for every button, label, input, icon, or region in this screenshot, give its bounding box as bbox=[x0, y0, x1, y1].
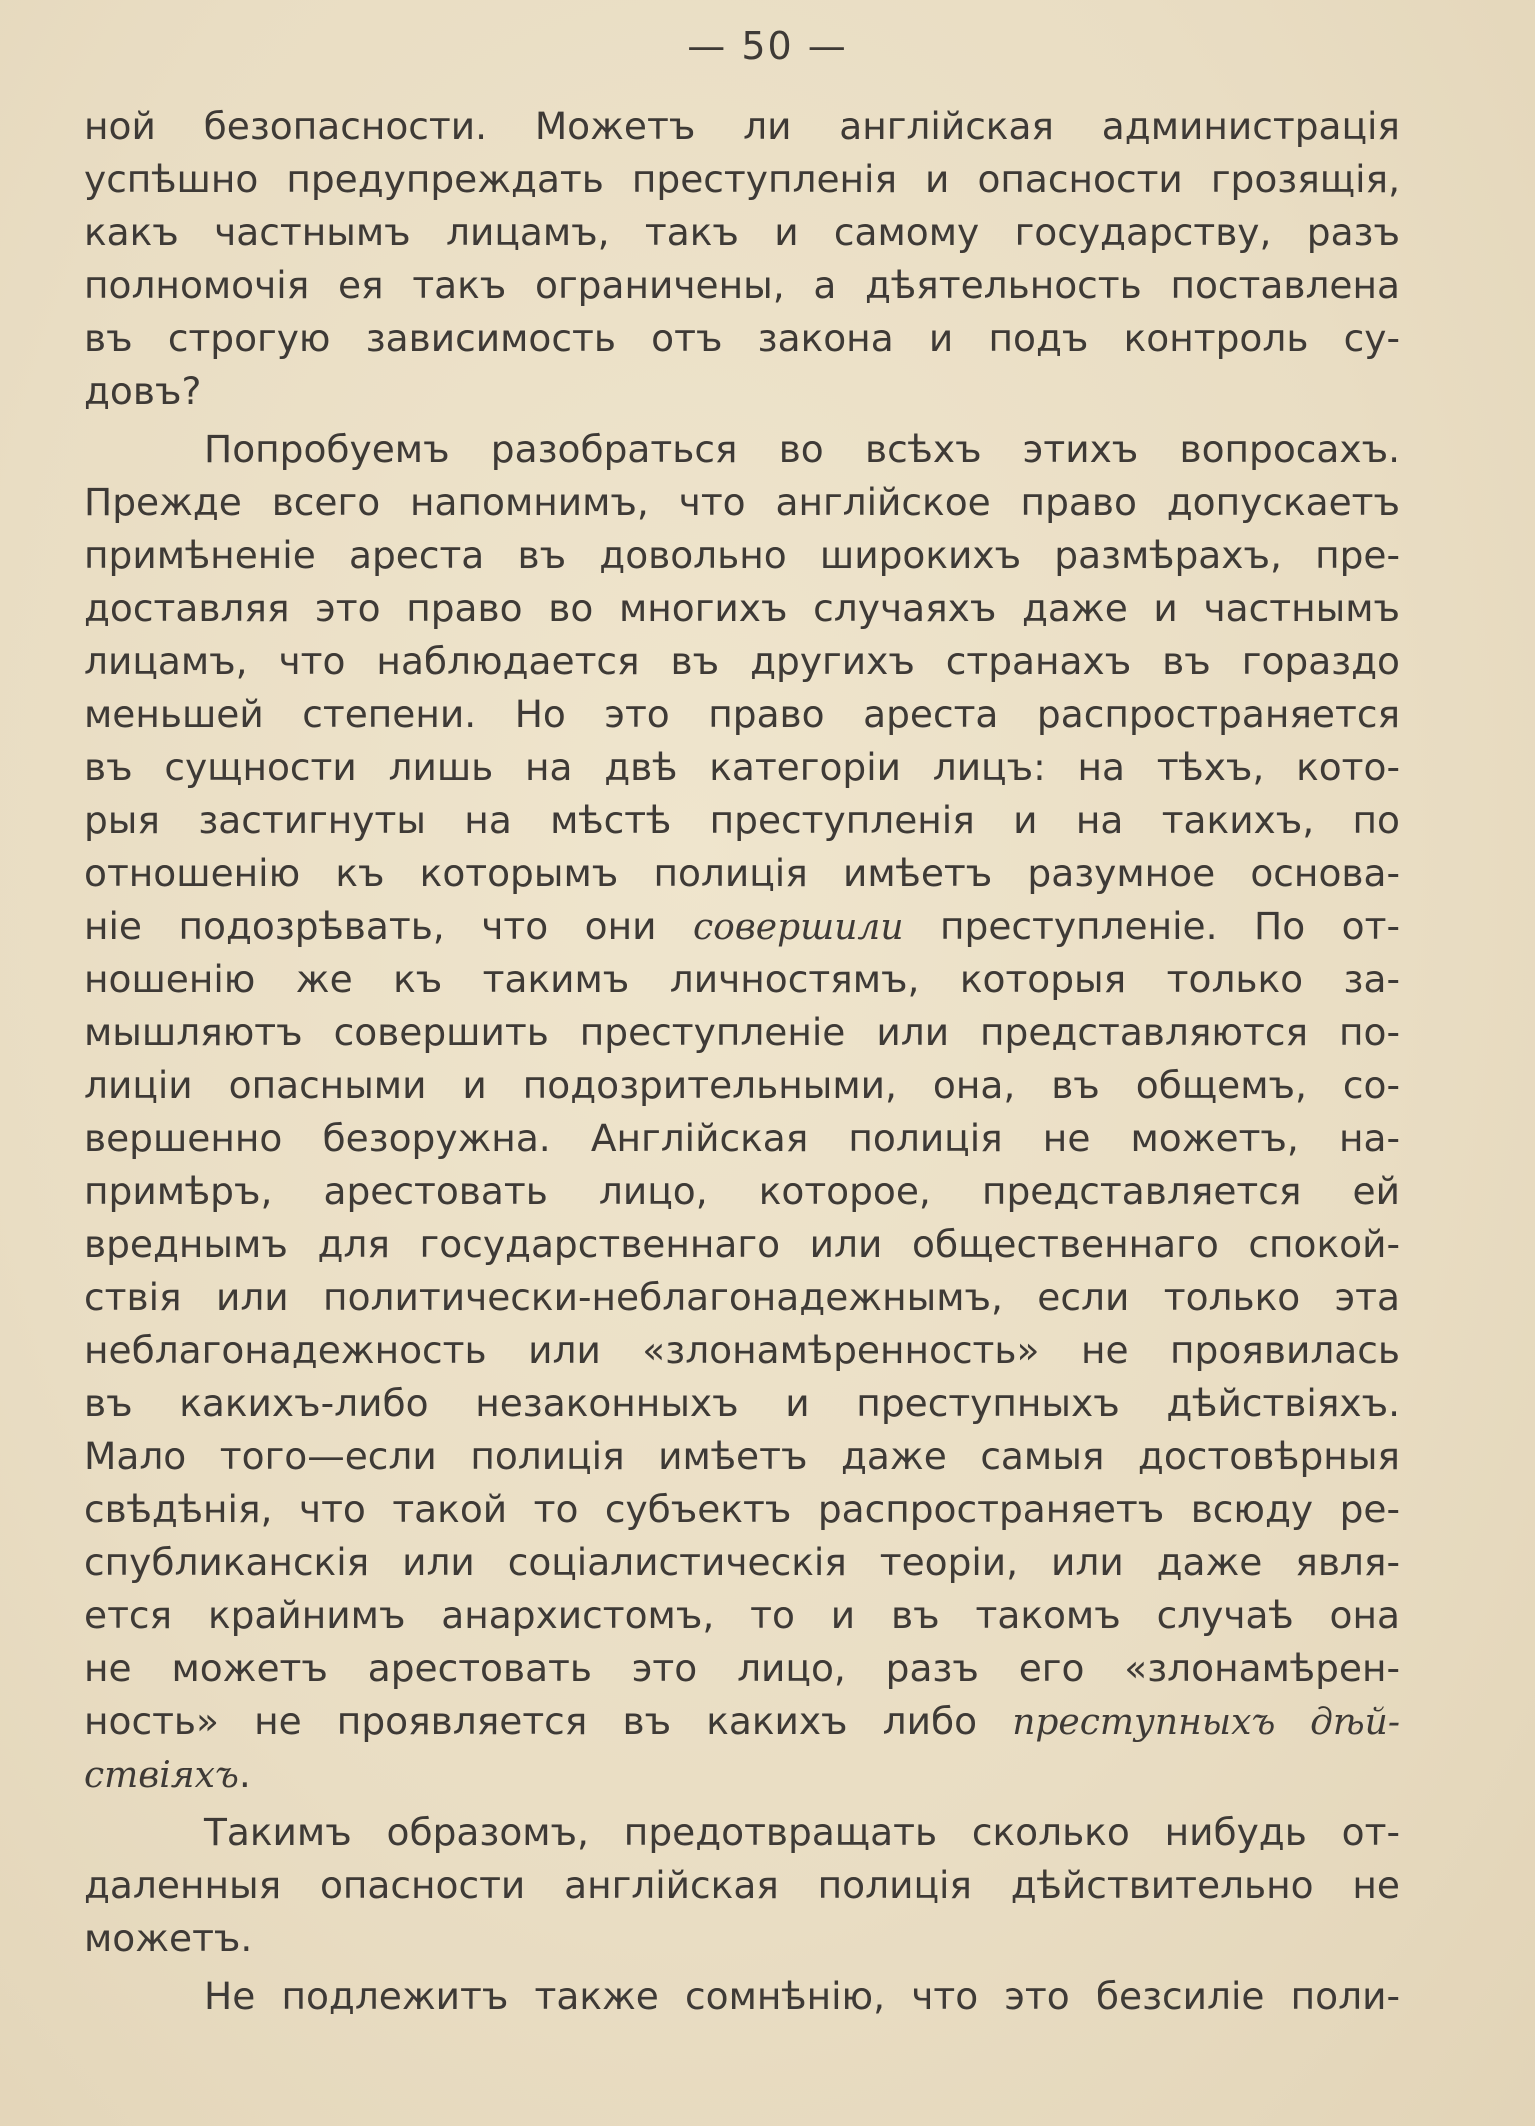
text-line: ношенiю же къ такимъ личностямъ, которыя только за- bbox=[84, 957, 1400, 1001]
text-line: рыя застигнуты на мѣстѣ преступленiя и на такихъ, по bbox=[84, 798, 1400, 842]
italic-text: ствiяхъ bbox=[84, 1755, 239, 1796]
text-line: полномочiя ея такъ ограничены, а дѣятельность поставлена bbox=[84, 263, 1400, 307]
text-line bbox=[84, 1748, 1400, 1801]
text-line: Прежде всего напомнимъ, что англiйское право допускаетъ bbox=[84, 480, 1400, 524]
page-number: — 50 — bbox=[687, 24, 848, 68]
text-line: примѣръ, арестовать лицо, которое, представляется ей bbox=[84, 1169, 1400, 1213]
text-line: ется крайнимъ анархистомъ, то и въ такомъ случаѣ она bbox=[84, 1593, 1400, 1637]
text-segment: преступленiе. По от- bbox=[903, 904, 1400, 948]
text-line: лицiи опасными и подозрительными, она, въ общемъ, со- bbox=[84, 1063, 1400, 1107]
body-text bbox=[84, 100, 1400, 2023]
text-line: доставляя это право во многихъ случаяхъ даже и частнымъ bbox=[84, 586, 1400, 630]
text-line: вреднымъ для государственнаго или общественнаго спокой- bbox=[84, 1222, 1400, 1266]
text-line: Мало того—если полицiя имѣетъ даже самыя достовѣрныя bbox=[84, 1434, 1400, 1478]
text-line: лицамъ, что наблюдается въ другихъ странахъ въ гораздо bbox=[84, 639, 1400, 683]
text-line: меньшей степени. Но это право ареста распространяется bbox=[84, 692, 1400, 736]
text-line: успѣшно предупреждать преступленiя и опасности грозящiя, bbox=[84, 157, 1400, 201]
text-line: не можетъ арестовать это лицо, разъ его «злонамѣрен- bbox=[84, 1646, 1400, 1690]
text-line: Попробуемъ разобраться во всѣхъ этихъ вопросахъ. bbox=[204, 427, 1400, 471]
text-line: въ какихъ-либо незаконныхъ и преступныхъ дѣйствiяхъ. bbox=[84, 1381, 1400, 1425]
text-segment: . bbox=[238, 1752, 251, 1796]
text-line: какъ частнымъ лицамъ, такъ и самому государству, разъ bbox=[84, 210, 1400, 254]
text-line: отношенiю къ которымъ полицiя имѣетъ разумное основа- bbox=[84, 851, 1400, 895]
text-segment: нiе подозрѣвать, что они bbox=[84, 904, 693, 948]
text-line: даленныя опасности англiйская полицiя дѣйствительно не bbox=[84, 1863, 1400, 1907]
text-line: мышляютъ совершить преступленiе или представляются по- bbox=[84, 1010, 1400, 1054]
italic-text: совершили bbox=[692, 907, 904, 948]
text-line: ной безопасности. Можетъ ли англiйская администрацiя bbox=[84, 104, 1400, 148]
text-segment: ность» не проявляется въ какихъ либо bbox=[84, 1699, 1013, 1743]
text-line: вершенно безоружна. Англiйская полицiя не можетъ, на- bbox=[84, 1116, 1400, 1160]
text-line: спубликанскiя или соцiалистическiя теорiи, или даже явля- bbox=[84, 1540, 1400, 1584]
text-line: Такимъ образомъ, предотвращать сколько нибудь от- bbox=[204, 1810, 1400, 1854]
italic-text: преступныхъ дѣй- bbox=[1012, 1702, 1400, 1743]
text-line: въ строгую зависимость отъ закона и подъ контроль су- bbox=[84, 316, 1400, 360]
text-line: въ сущности лишь на двѣ категорiи лицъ: на тѣхъ, кото- bbox=[84, 745, 1400, 789]
text-line: свѣдѣнiя, что такой то субъектъ распространяетъ всюду ре- bbox=[84, 1487, 1400, 1531]
text-line bbox=[84, 1695, 1400, 1748]
text-line: Не подлежитъ также сомнѣнiю, что это безсилiе поли- bbox=[204, 1974, 1400, 2018]
text-line: ствiя или политически-неблагонадежнымъ, если только эта bbox=[84, 1275, 1400, 1319]
text-line: довъ? bbox=[84, 369, 202, 413]
text-line: примѣненiе ареста въ довольно широкихъ размѣрахъ, пре- bbox=[84, 533, 1400, 577]
text-line: неблагонадежность или «злонамѣренность» не проявилась bbox=[84, 1328, 1400, 1372]
text-line bbox=[84, 900, 1400, 953]
text-line: можетъ. bbox=[84, 1916, 253, 1960]
